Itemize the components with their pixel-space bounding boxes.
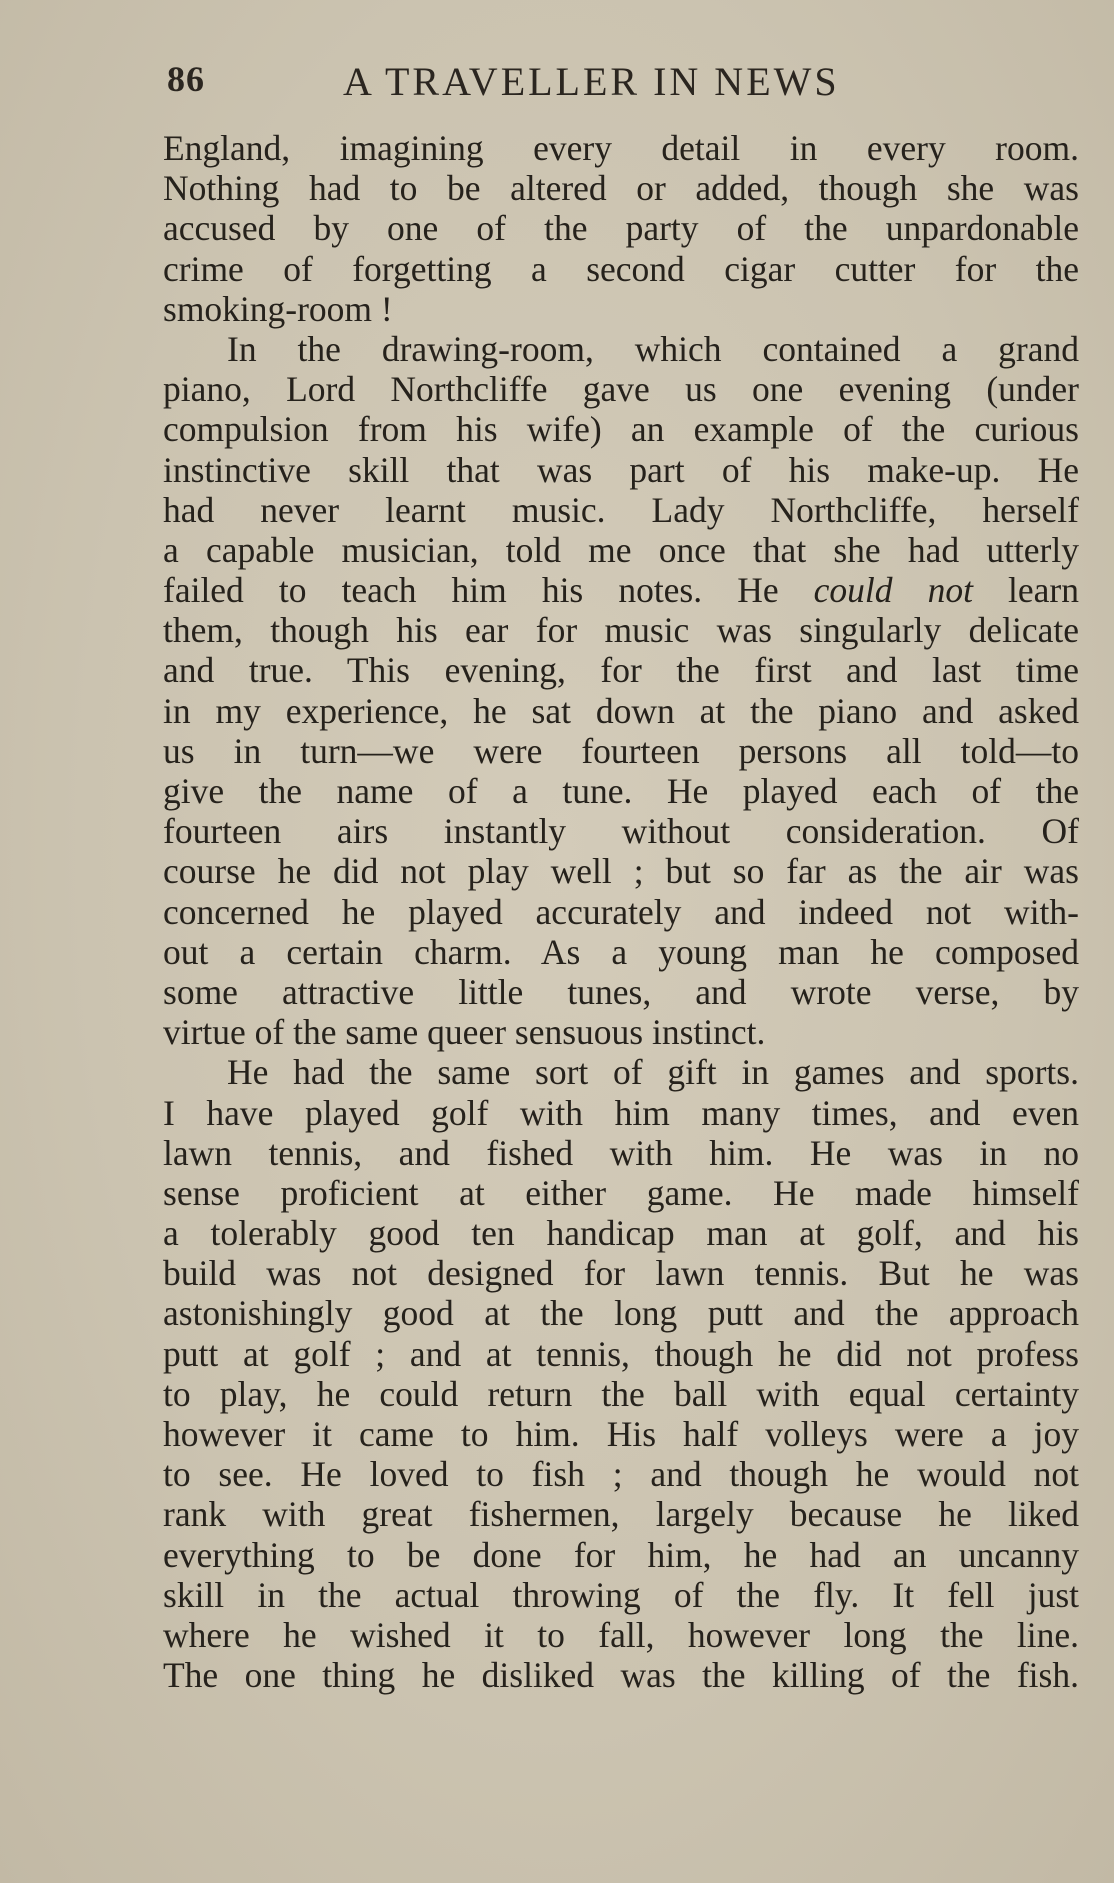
text-line: astonishingly good at the long putt and the approach: [163, 1293, 1079, 1334]
text-line: to see. He loved to fish ; and though he would not: [163, 1454, 1079, 1495]
text-line-with-italic: [163, 570, 1079, 610]
text-line: build was not designed for lawn tennis. But he was: [163, 1253, 1079, 1294]
text-line: concerned he played accurately and indeed not with-: [163, 891, 1079, 932]
text-line: crime of forgetting a second cigar cutter for the: [163, 248, 1079, 289]
text-line: virtue of the same queer sensuous instinct.: [163, 1012, 766, 1053]
text-line: compulsion from his wife) an example of the curious: [163, 409, 1079, 450]
page-number: 86: [167, 59, 205, 99]
text-line: however it came to him. His half volleys were a joy: [163, 1414, 1079, 1454]
text-line: everything to be done for him, he had an uncanny: [163, 1534, 1079, 1575]
text-line: England, imagining every detail in every room.: [163, 128, 1079, 168]
text-line: them, though his ear for music was singularly delicate: [163, 610, 1079, 651]
text-line: in my experience, he sat down at the piano and asked: [163, 690, 1079, 731]
text-line: piano, Lord Northcliffe gave us one evening (under: [163, 369, 1079, 410]
text-line: skill in the actual throwing of the fly. It fell just: [163, 1574, 1079, 1615]
text-line: and true. This evening, for the first and last time: [163, 650, 1079, 691]
text-line: I have played golf with him many times, and even: [163, 1092, 1079, 1133]
text-line: course he did not play well ; but so far as the air was: [163, 851, 1079, 892]
text-line: a tolerably good ten handicap man at golf, and his: [163, 1213, 1079, 1254]
text-line: to play, he could return the ball with equal certainty: [163, 1373, 1079, 1414]
text-line: sense proficient at either game. He made himself: [163, 1172, 1079, 1213]
paragraph-3: [163, 1052, 1079, 1695]
text-line: He had the same sort of gift in games and sports.: [227, 1052, 1079, 1093]
text-segment: learn: [972, 570, 1080, 611]
text-line: a capable musician, told me once that she had utterly: [163, 529, 1079, 570]
text-line: some attractive little tunes, and wrote verse, by: [163, 971, 1079, 1012]
page-header: [167, 58, 1083, 108]
italic-emphasis: could not: [813, 570, 973, 611]
text-line: give the name of a tune. He played each of the: [163, 771, 1079, 811]
text-line: out a certain charm. As a young man he composed: [163, 931, 1079, 972]
text-line: lawn tennis, and fished with him. He was in no: [163, 1132, 1079, 1173]
text-line: fourteen airs instantly without consideration. Of: [163, 811, 1079, 852]
text-line: us in turn—we were fourteen persons all told—to: [163, 730, 1079, 771]
text-line: accused by one of the party of the unpardonable: [163, 208, 1079, 249]
text-line: smoking-room !: [163, 288, 393, 329]
text-line: In the drawing-room, which contained a grand: [227, 328, 1079, 369]
text-line: The one thing he disliked was the killing of the fish.: [163, 1655, 1079, 1696]
text-line: putt at golf ; and at tennis, though he did not profess: [163, 1333, 1079, 1374]
text-line: instinctive skill that was part of his make-up. He: [163, 449, 1079, 490]
text-line: Nothing had to be altered or added, though she was: [163, 168, 1079, 209]
running-title: A TRAVELLER IN NEWS: [343, 59, 840, 104]
text-line: rank with great fishermen, largely because he liked: [163, 1494, 1079, 1535]
text-line: had never learnt music. Lady Northcliffe, herself: [163, 489, 1079, 530]
paragraph-1: [163, 128, 1079, 329]
body-text: [163, 128, 1079, 1695]
text-line: where he wished it to fall, however long the line.: [163, 1614, 1079, 1655]
text-segment: failed to teach him his notes. He: [163, 570, 814, 611]
paragraph-2: [163, 329, 1079, 1052]
